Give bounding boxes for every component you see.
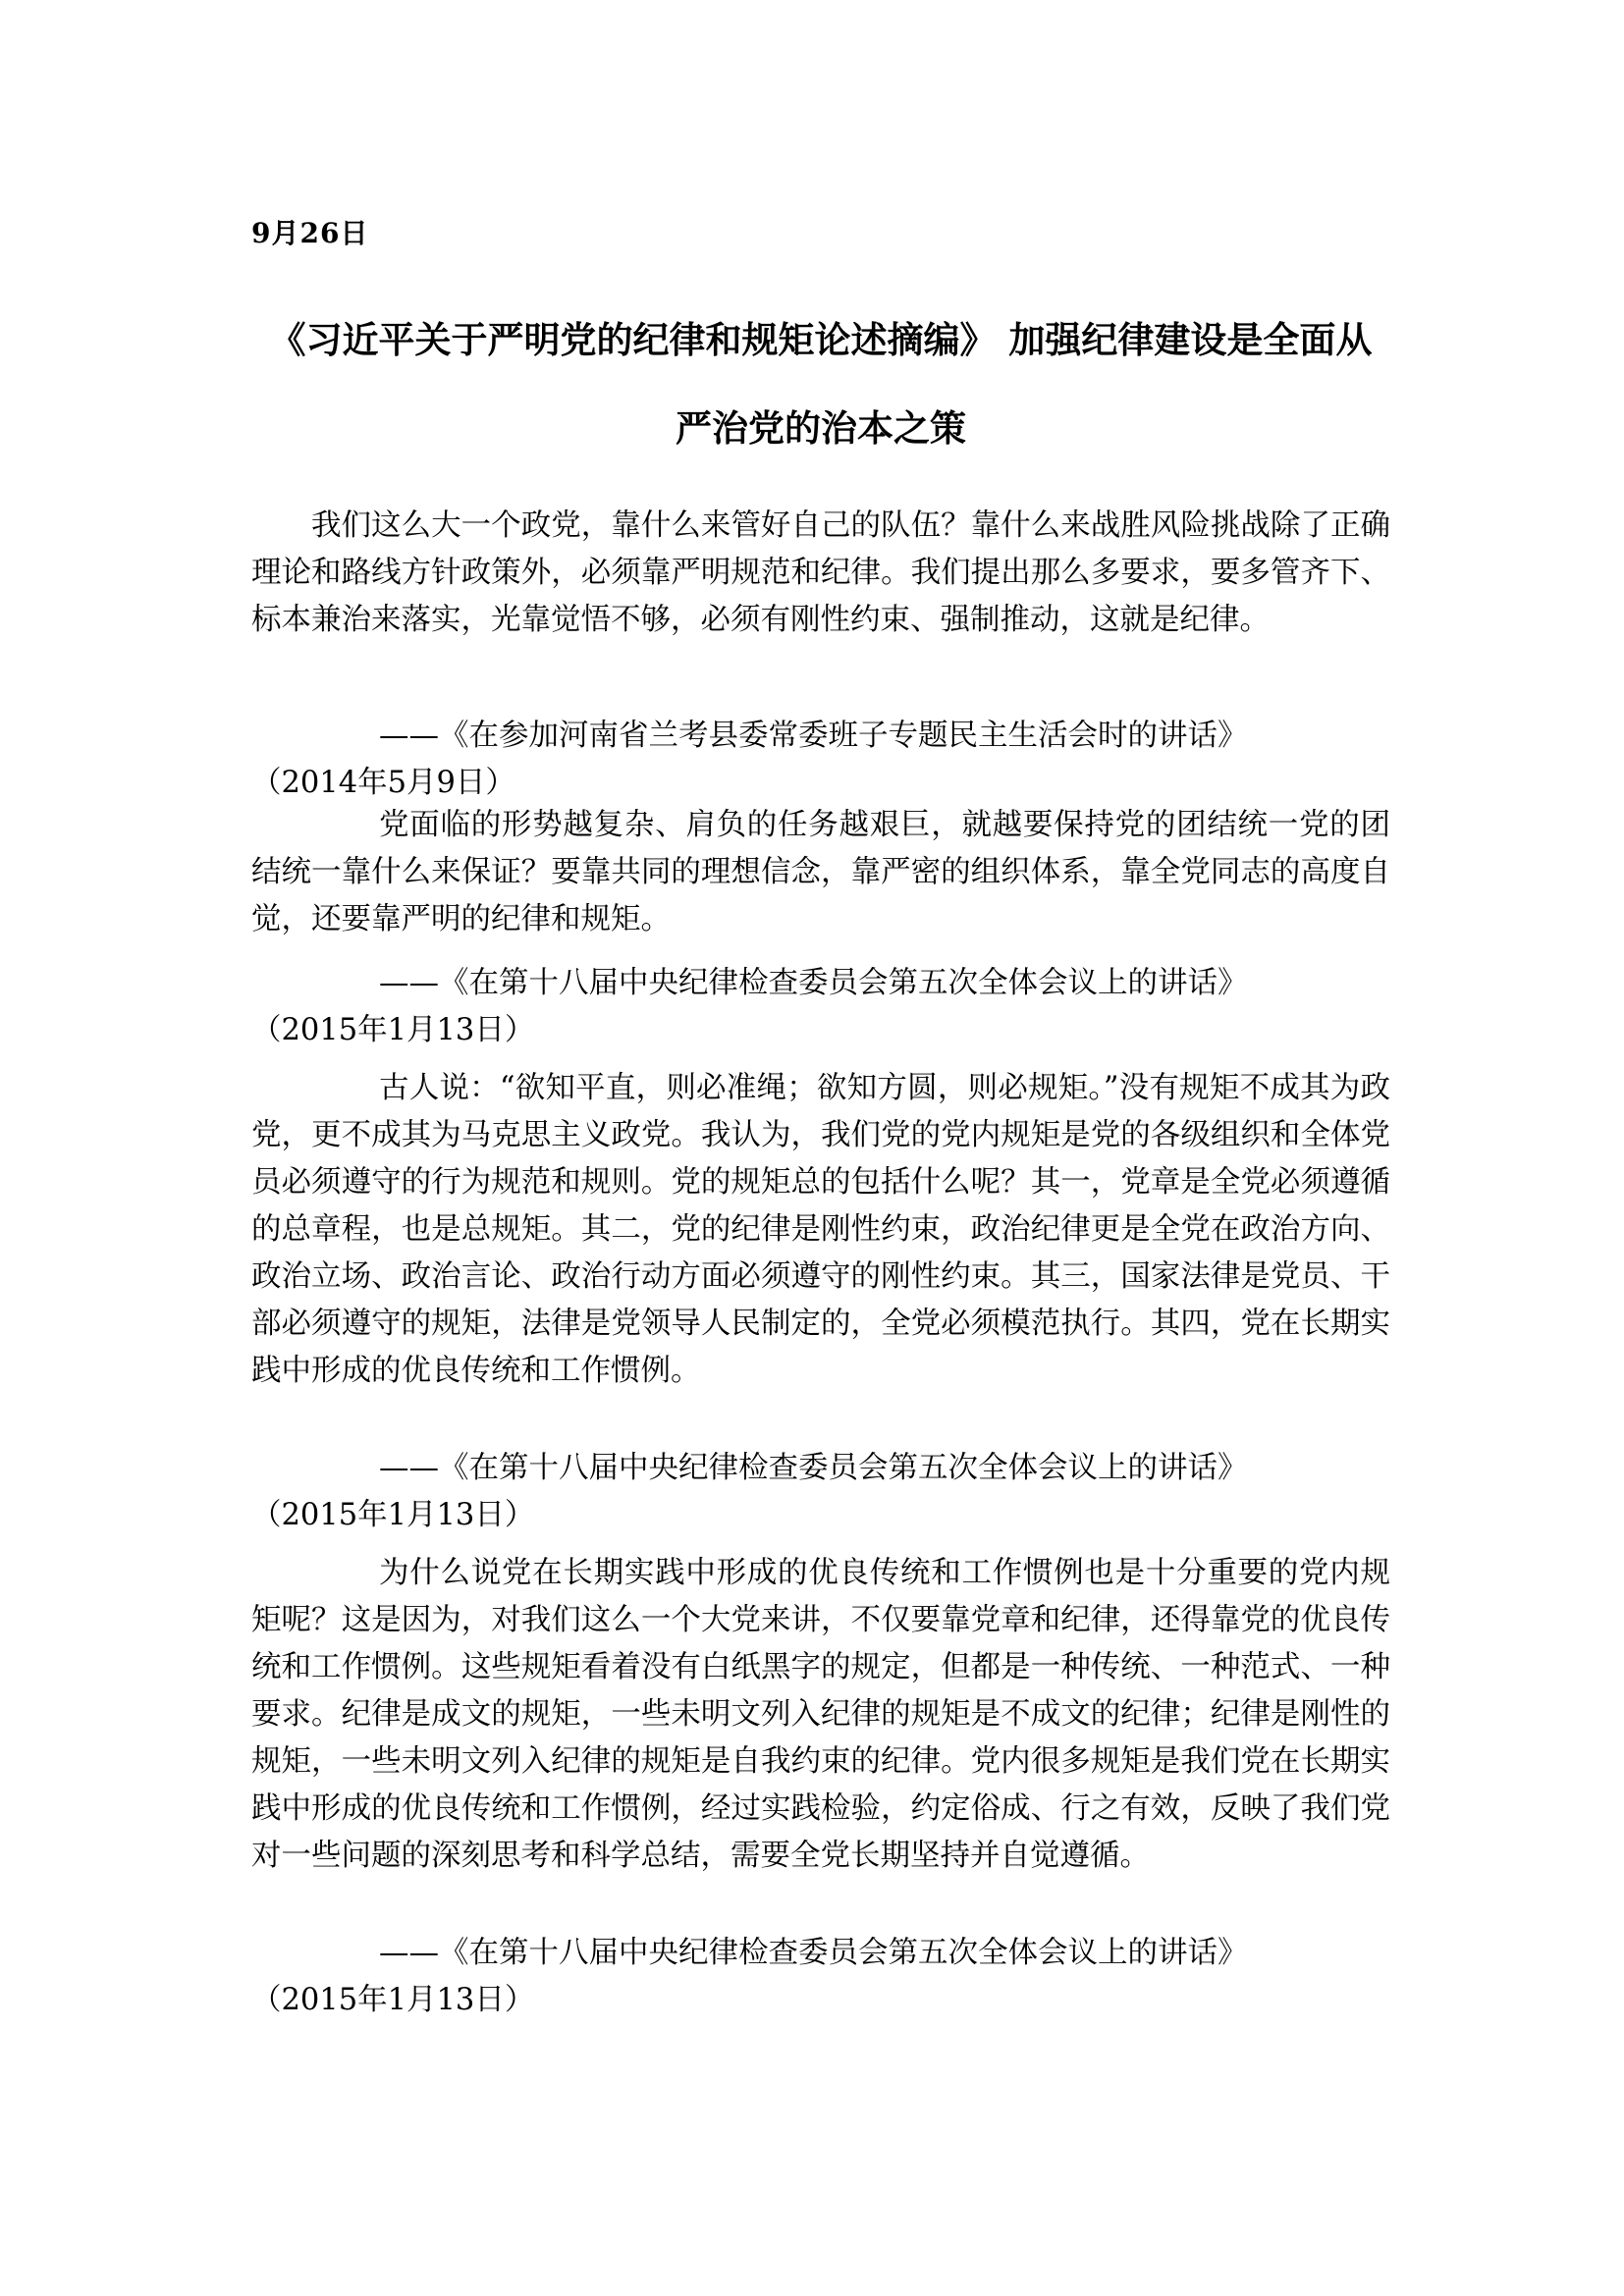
citation-source: ——《在参加河南省兰考县委常委班子专题民主生活会时的讲话》 [379, 719, 1248, 753]
citation-date: （2015年1月13日） [251, 1983, 535, 2017]
document-title-line-2: 严治党的治本之策 [676, 407, 966, 450]
quote-paragraph-4: 为什么说党在长期实践中形成的优良传统和工作惯例也是十分重要的党内规矩呢？这是因为，对我们这么一个大党来讲，不仅要靠党章和纪律，还得靠党的优良传统和工作惯例。这些规矩看着没有白纸黑字的规定，但都是一种传统、一种范式、一种要求。纪律是成文的规矩，一些未明文列入纪律的规矩是不成文的纪律；纪律是刚性的规矩，一些未明文列入纪律的规矩是自我约束的纪律。党内很多规矩是我们党在长期实践中形成的优良传统和工作惯例，经过实践检验，约定俗成、行之有效，反映了我们党对一些问题的深刻思考和科学总结，需要全党长期坚持并自觉遵循。 [251, 1556, 1390, 1873]
quote-paragraph-2: 党面临的形势越复杂、肩负的任务越艰巨，就越要保持党的团结统一党的团结统一靠什么来保证？要靠共同的理想信念，靠严密的组织体系，靠全党同志的高度自觉，还要靠严明的纪律和规矩。 [251, 808, 1390, 936]
quote-paragraph-1: 我们这么大一个政党，靠什么来管好自己的队伍？靠什么来战胜风险挑战除了正确理论和路线方针政策外，必须靠严明规范和纪律。我们提出那么多要求，要多管齐下、标本兼治来落实，光靠觉悟不够，必须有刚性约束、强制推动，这就是纪律。 [251, 508, 1390, 637]
citation-3 [251, 1445, 1390, 1539]
document-date: 9月26日 [251, 217, 369, 249]
citation-date: （2015年1月13日） [251, 1498, 535, 1532]
citation-date: （2015年1月13日） [251, 1013, 535, 1047]
citation-source: ——《在第十八届中央纪律检查委员会第五次全体会议上的讲话》 [379, 1936, 1248, 1970]
citation-source: ——《在第十八届中央纪律检查委员会第五次全体会议上的讲话》 [379, 966, 1248, 1000]
document-title-line-1: 《习近平关于严明党的纪律和规矩论述摘编》 加强纪律建设是全面从 [269, 319, 1373, 361]
citation-1 [251, 713, 1390, 807]
citation-source: ——《在第十八届中央纪律检查委员会第五次全体会议上的讲话》 [379, 1451, 1248, 1485]
citation-4 [251, 1930, 1390, 2024]
citation-2 [251, 960, 1390, 1054]
quote-paragraph-3: 古人说：“欲知平直，则必准绳；欲知方圆，则必规矩。”没有规矩不成其为政党，更不成其为马克思主义政党。我认为，我们党的党内规矩是党的各级组织和全体党员必须遵守的行为规范和规则。党的规矩总的包括什么呢？其一，党章是全党必须遵循的总章程，也是总规矩。其二，党的纪律是刚性约束，政治纪律更是全党在政治方向、政治立场、政治言论、政治行动方面必须遵守的刚性约束。其三，国家法律是党员、干部必须遵守的规矩，法律是党领导人民制定的，全党必须模范执行。其四，党在长期实践中形成的优良传统和工作惯例。 [251, 1071, 1390, 1388]
citation-date: （2014年5月9日） [251, 766, 515, 800]
